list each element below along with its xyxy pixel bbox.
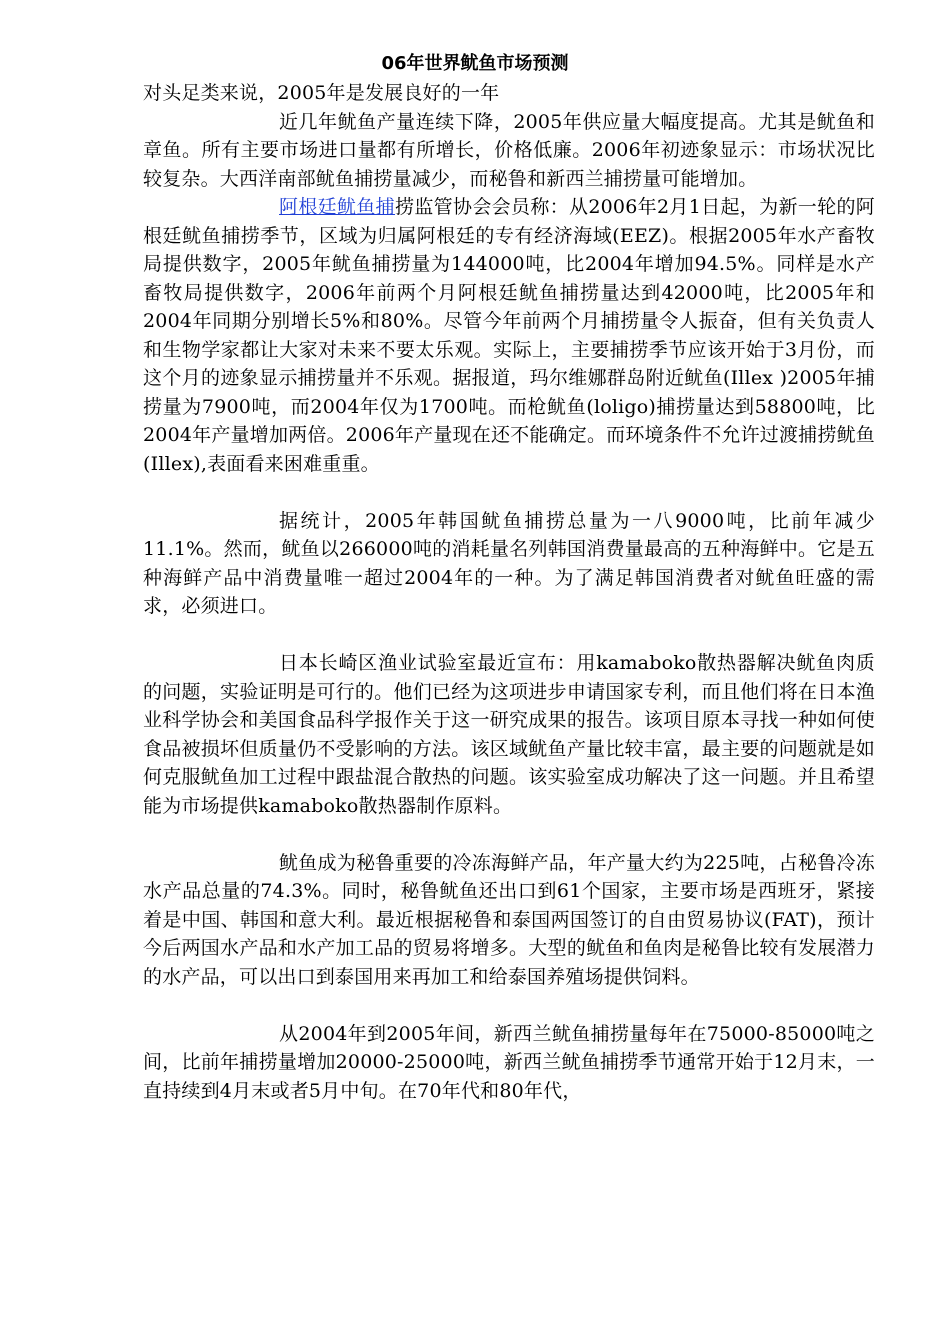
document-subtitle: 对头足类来说，2005年是发展良好的一年 — [143, 82, 500, 104]
paragraph-korea: 据统计，2005年韩国鱿鱼捕捞总量为一八9000吨，比前年减少11.1%。然而，鱿鱼以266000吨的消耗量名列韩国消费量最高的五种海鲜中。它是五种海鲜产品中消费量唯一超过2004年的一种。为了满足韩国消费者对鱿鱼旺盛的需求，必须进口。 — [143, 509, 875, 617]
argentina-squid-link[interactable]: 阿根廷鱿鱼捕 — [279, 196, 395, 218]
paragraph-argentina — [143, 193, 875, 478]
paragraph-supply-overview: 近几年鱿鱼产量连续下降，2005年供应量大幅度提高。尤其是鱿鱼和章鱼。所有主要市场进口量都有所增长，价格低廉。2006年初迹象显示：市场状况比较复杂。大西洋南部鱿鱼捕捞量减少，而秘鲁和新西兰捕捞量可能增加。 — [143, 110, 875, 190]
paragraph-argentina-text: 捞监管协会会员称：从2006年2月1日起，为新一轮的阿根廷鱿鱼捕捞季节，区域为归属阿根廷的专有经济海域(EEZ)。根据2005年水产畜牧局提供数字，2005年鱿鱼捕捞量为144000吨，比2004年增加94.5%。同样是水产畜牧局提供数字，2006年前两个月阿根廷鱿鱼捕捞量达到42000吨，比2005年和2004年同期分别增长5%和80%。尽管今年前两个月捕捞量令人振奋，但有关负责人和生物学家都让大家对未来不要太乐观。实际上，主要捕捞季节应该开始于3月份，而这个月的迹象显示捕捞量并不乐观。据报道，玛尔维娜群岛附近鱿鱼(Illex )2005年捕捞量为7900吨，而2004年仅为1700吨。而枪鱿鱼(loligo)捕捞量达到58800吨，比2004年产量增加两倍。2006年产量现在还不能确定。而环境条件不允许过渡捕捞鱿鱼(Illex),表面看来困难重重。 — [143, 196, 875, 475]
document-title: 06年世界鱿鱼市场预测 — [381, 53, 569, 74]
document-body — [143, 79, 875, 1105]
paragraph-peru: 鱿鱼成为秘鲁重要的冷冻海鲜产品，年产量大约为225吨，占秘鲁冷冻水产品总量的74.3%。同时，秘鲁鱿鱼还出口到61个国家，主要市场是西班牙，紧接着是中国、韩国和意大利。最近根据秘鲁和泰国两国签订的自由贸易协议(FAT)，预计今后两国水产品和水产加工品的贸易将增多。大型的鱿鱼和鱼肉是秘鲁比较有发展潜力的水产品，可以出口到泰国用来再加工和给泰国养殖场提供饲料。 — [143, 851, 875, 988]
paragraph-japan: 日本长崎区渔业试验室最近宣布：用kamaboko散热器解决鱿鱼肉质的问题，实验证明是可行的。他们已经为这项进步申请国家专利，而且他们将在日本渔业科学协会和美国食品科学报作关于这一研究成果的报告。该项目原本寻找一种如何使食品被损坏但质量仍不受影响的方法。该区域鱿鱼产量比较丰富，最主要的问题就是如何克服鱿鱼加工过程中跟盐混合散热的问题。该实验室成功解决了这一问题。并且希望能为市场提供kamaboko散热器制作原料。 — [143, 652, 875, 817]
paragraph-new-zealand: 从2004年到2005年间，新西兰鱿鱼捕捞量每年在75000-85000吨之间，比前年捕捞量增加20000-25000吨，新西兰鱿鱼捕捞季节通常开始于12月末，一直持续到4月末或者5月中旬。在70年代和80年代， — [143, 1022, 875, 1102]
